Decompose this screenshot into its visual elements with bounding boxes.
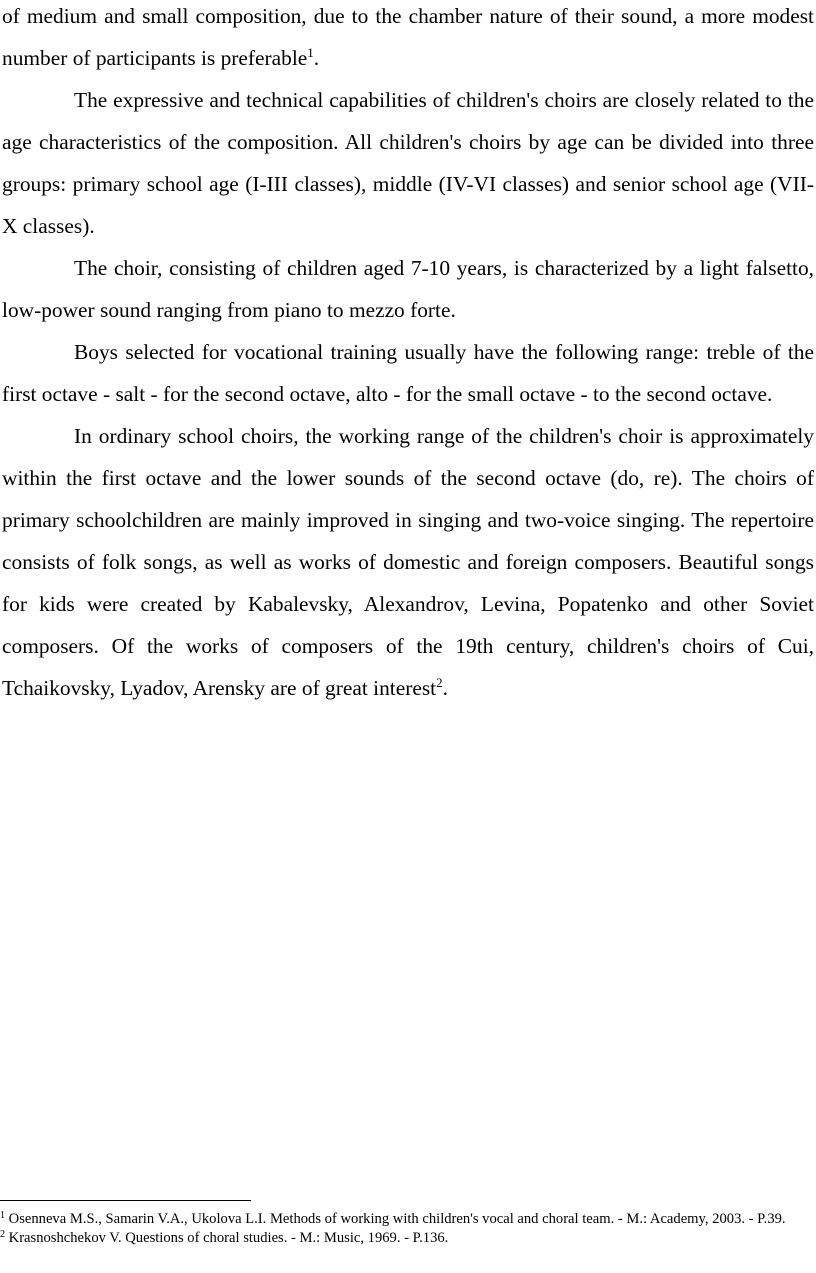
paragraph-5-end: . <box>442 676 448 700</box>
footnote-1 <box>0 1210 816 1229</box>
paragraph-1-end: . <box>313 46 320 70</box>
paragraph-4 <box>2 331 814 415</box>
paragraph-5-text: In ordinary school choirs, the working range of the children's choir is approximately within the first octave and the lower sounds of the second octave (do, re). The choirs of primary schoolchildren are mainly improved in singing and two-voice singing. The repertoire consists of folk songs, as well as works of domestic and foreign composers. Beautiful songs for kids were created by Kabalevsky, Alexandrov, Levina, Popatenko and other Soviet composers. Of the works of composers of the 19th century, children's choirs of Cui, Tchaikovsky, Lyadov, Arensky are of great interest <box>2 424 814 700</box>
footnote-ref-1[interactable]: 1 <box>307 45 314 60</box>
paragraph-1-text: of medium and small composition, due to the chamber nature of their sound, a more modest number of participants is preferable <box>2 4 814 70</box>
footnote-1-text: Osenneva M.S., Samarin V.A., Ukolova L.I. Methods of working with children's vocal and choral team. - M.: Academy, 2003. - P.39. <box>5 1211 786 1227</box>
paragraph-4-text: Boys selected for vocational training usually have the following range: treble of the first octave - salt - for the second octave, alto - for the small octave - to the second octave. <box>2 340 814 406</box>
footnote-ref-2[interactable]: 2 <box>436 675 443 690</box>
footnote-2-text: Krasnoshchekov V. Questions of choral studies. - M.: Music, 1969. - P.136. <box>5 1230 449 1246</box>
paragraph-3 <box>2 247 814 331</box>
footnotes <box>0 1210 816 1248</box>
paragraph-2-text: The expressive and technical capabilities of children's choirs are closely related to the age characteristics of the composition. All children's choirs by age can be divided into three groups: primary school age (I-III classes), middle (IV-VI classes) and senior school age (VII-X classes). <box>2 88 814 238</box>
footnote-2 <box>0 1229 816 1248</box>
body-text <box>2 0 814 709</box>
paragraph-3-text: The choir, consisting of children aged 7-10 years, is characterized by a light falsetto, low-power sound ranging from piano to mezzo forte. <box>2 256 814 322</box>
paragraph-2 <box>2 79 814 247</box>
paragraph-5 <box>2 415 814 709</box>
footnote-separator <box>0 1200 251 1201</box>
footnote-2-number: 2 <box>0 1229 5 1240</box>
paragraph-1 <box>2 0 814 79</box>
footnote-1-number: 1 <box>0 1210 5 1221</box>
